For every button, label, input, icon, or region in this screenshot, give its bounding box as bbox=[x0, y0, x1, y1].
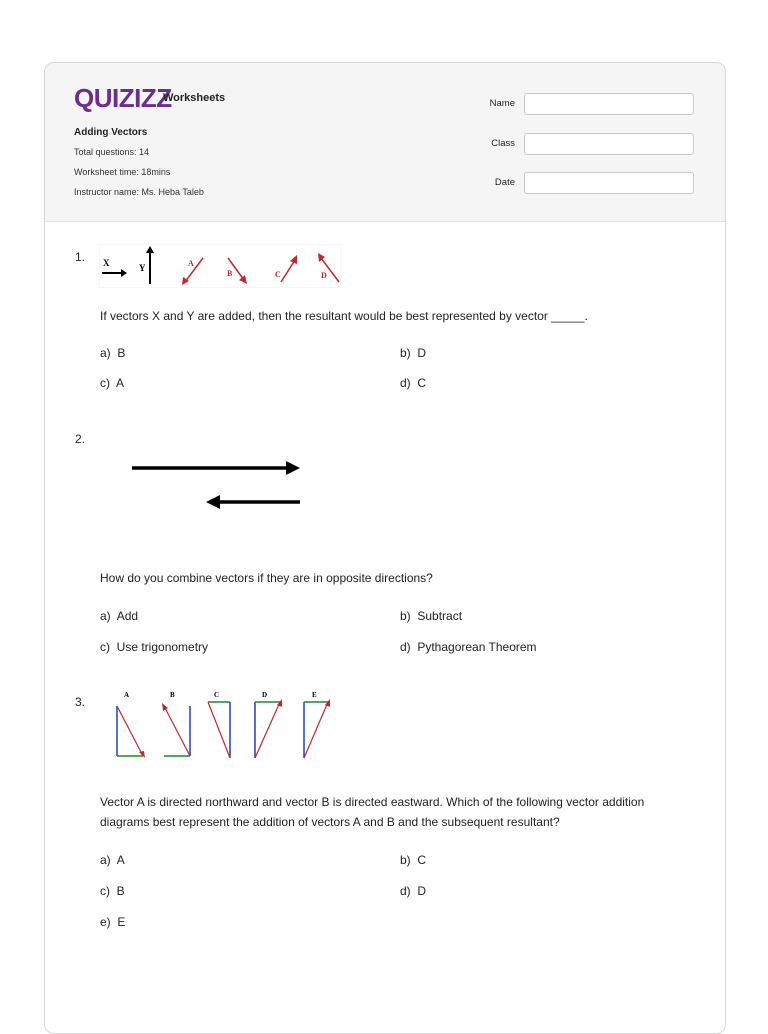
question-number: 1. bbox=[75, 250, 86, 264]
instructor-name: Instructor name: Ms. Heba Taleb bbox=[74, 187, 204, 197]
q2-opposite-arrows-figure bbox=[128, 458, 308, 514]
question-text-line2: diagrams best represent the addition of vectors A and B and the subsequent resultant? bbox=[100, 815, 560, 829]
left-arrow-head bbox=[206, 495, 220, 509]
q1-vector-figure bbox=[99, 244, 341, 288]
option-a[interactable]: a) B bbox=[100, 346, 126, 360]
diagram-label-a: A bbox=[124, 691, 130, 699]
question-number: 3. bbox=[75, 695, 86, 709]
name-label: Name bbox=[489, 98, 515, 109]
option-c[interactable]: c) Use trigonometry bbox=[100, 640, 209, 654]
label-c: C bbox=[275, 270, 281, 279]
q3-vector-diagrams-figure bbox=[100, 690, 340, 770]
right-arrow-head bbox=[286, 461, 300, 475]
option-c[interactable]: c) B bbox=[100, 884, 125, 898]
diagram-label-b: B bbox=[170, 691, 175, 699]
label-b: B bbox=[227, 269, 233, 278]
label-d: D bbox=[321, 271, 327, 280]
option-b[interactable]: b) Subtract bbox=[400, 609, 463, 623]
option-b[interactable]: b) D bbox=[400, 346, 427, 360]
option-e[interactable]: e) E bbox=[100, 915, 126, 929]
date-label: Date bbox=[494, 177, 515, 188]
option-c[interactable]: c) A bbox=[100, 376, 125, 390]
worksheet-header bbox=[45, 63, 725, 222]
class-label: Class bbox=[491, 138, 515, 149]
option-d[interactable]: d) D bbox=[400, 884, 427, 898]
diagram-label-e: E bbox=[312, 691, 317, 699]
diagram-label-d: D bbox=[262, 691, 268, 699]
label-y: Y bbox=[139, 263, 146, 273]
option-a[interactable]: a) Add bbox=[100, 609, 139, 623]
worksheet-time: Worksheet time: 18mins bbox=[74, 167, 171, 177]
label-x: X bbox=[103, 258, 110, 268]
name-field[interactable] bbox=[524, 93, 694, 115]
total-questions: Total questions: 14 bbox=[74, 147, 150, 157]
option-d[interactable]: d) C bbox=[400, 376, 427, 390]
label-a: A bbox=[188, 259, 194, 268]
worksheet-title: Adding Vectors bbox=[74, 127, 148, 138]
logo-subtitle: Worksheets bbox=[163, 92, 226, 104]
question-text: Vector A is directed northward and vector B is directed eastward. Which of the following vector addition bbox=[100, 795, 645, 809]
class-field[interactable] bbox=[524, 133, 694, 155]
worksheet-card bbox=[44, 62, 726, 1034]
option-a[interactable]: a) A bbox=[100, 853, 125, 867]
question-text: How do you combine vectors if they are in opposite directions? bbox=[100, 571, 433, 585]
question-number: 2. bbox=[75, 432, 86, 446]
quizizz-logo: QUIZIZZ bbox=[74, 83, 172, 113]
date-field[interactable] bbox=[524, 172, 694, 194]
option-d[interactable]: d) Pythagorean Theorem bbox=[400, 640, 537, 654]
diagram-label-c: C bbox=[214, 691, 220, 699]
question-text: If vectors X and Y are added, then the resultant would be best represented by vector _____. bbox=[100, 309, 588, 323]
option-b[interactable]: b) C bbox=[400, 853, 427, 867]
